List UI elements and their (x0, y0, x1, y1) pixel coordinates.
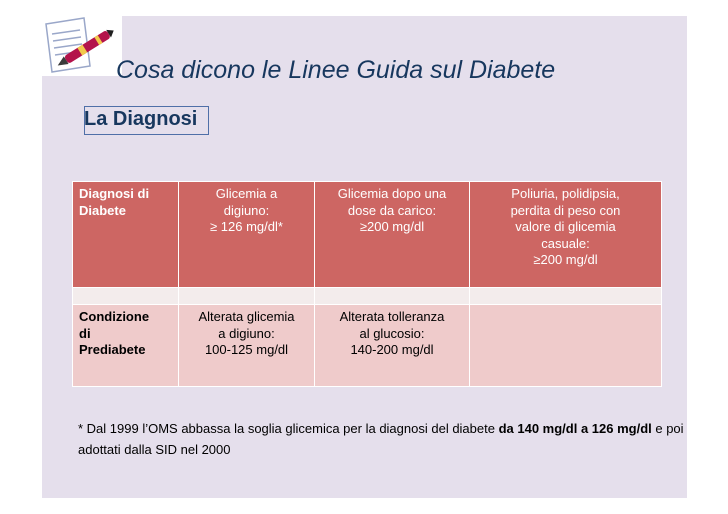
cell-line: Diabete (79, 202, 126, 218)
slide-subtitle: La Diagnosi (84, 108, 198, 130)
cell-line: Prediabete (79, 342, 146, 357)
empty-cell (470, 305, 662, 387)
cell-line: 100-125 mg/dl (204, 342, 289, 357)
cell-line: Glicemia dopo una (337, 186, 447, 201)
table-row-prediabete (73, 305, 662, 387)
cell-line: 140-200 mg/dl (350, 342, 434, 357)
empty-cell (315, 288, 470, 305)
slide-title: Cosa dicono le Linee Guida sul Diabete (116, 56, 556, 84)
footnote-bold: da 140 mg/dl a 126 mg/dl (498, 421, 652, 436)
cell-line: Diagnosi di (79, 186, 150, 201)
cell-line: perdita di peso con (510, 202, 621, 218)
cell-line: Alterata tolleranza (339, 309, 445, 324)
cell-alterata-glicemia (179, 305, 315, 387)
footnote-text: * Dal 1999 l’OMS abbassa la soglia glicemica per la diagnosi del diabete (78, 421, 499, 436)
cell-line: valore di glicemia (515, 219, 616, 234)
cell-glicemia-carico (315, 182, 470, 288)
cell-line: ≥200 mg/dl (359, 219, 425, 234)
cell-line: digiuno: (223, 202, 270, 218)
footnote (78, 418, 718, 460)
empty-cell (179, 288, 315, 305)
cell-line: Alterata glicemia (198, 309, 295, 324)
pen-and-paper-icon (40, 14, 122, 76)
cell-line: al glucosio: (359, 325, 425, 341)
cell-line: di (79, 325, 91, 341)
diagnosis-table (72, 181, 662, 387)
cell-line: Poliuria, polidipsia, (511, 186, 620, 201)
empty-cell (73, 288, 179, 305)
cell-diagnosi-label (73, 182, 179, 288)
cell-line: a digiuno: (218, 325, 275, 341)
cell-glicemia-digiuno (179, 182, 315, 288)
cell-prediabete-label (73, 305, 179, 387)
cell-line: dose da carico: (347, 202, 437, 218)
empty-cell (470, 288, 662, 305)
cell-line: ≥200 mg/dl (533, 252, 598, 267)
cell-line: ≥ 126 mg/dl* (210, 219, 283, 234)
cell-glicemia-casuale (470, 182, 662, 288)
table-row-spacer (73, 288, 662, 305)
cell-alterata-tolleranza (315, 305, 470, 387)
cell-line: Glicemia a (215, 186, 278, 201)
footnote-text-end: e poi adottati dalla SID nel 2000 (78, 421, 684, 457)
table-row-diagnosis (73, 182, 662, 288)
cell-line: casuale: (541, 235, 590, 251)
cell-line: Condizione (79, 309, 150, 324)
